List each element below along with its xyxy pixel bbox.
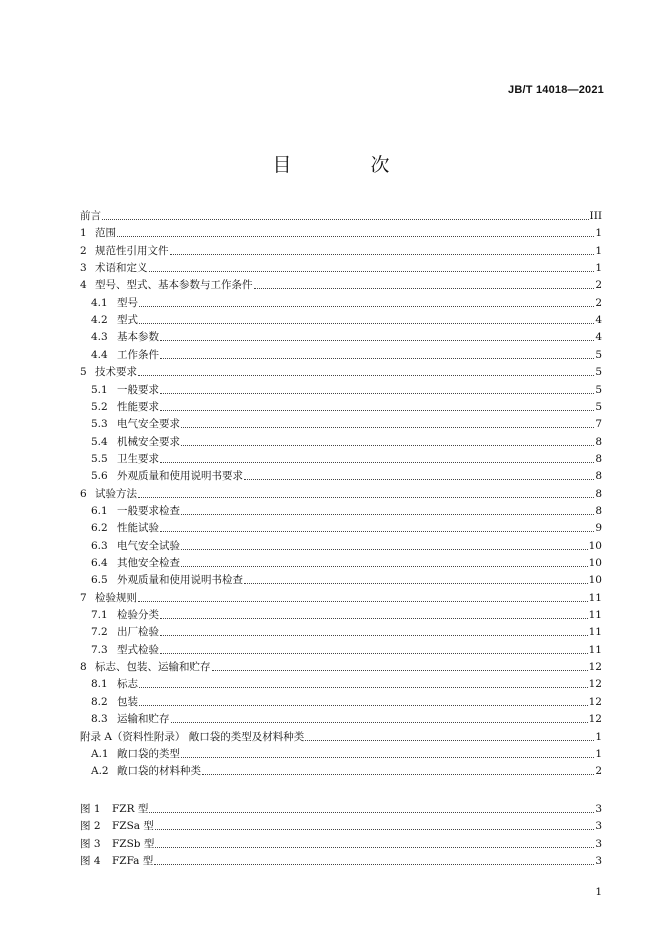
toc-entry[interactable] <box>80 296 602 310</box>
entry-number: 4.1 <box>91 296 108 309</box>
dot-leader <box>244 478 594 480</box>
toc-entry[interactable] <box>80 417 602 431</box>
entry-number: 8.1 <box>91 678 108 691</box>
dot-leader <box>160 409 594 411</box>
toc-entry[interactable] <box>80 573 602 587</box>
toc-entry[interactable] <box>80 556 602 570</box>
entry-page-number: 3 <box>595 820 602 833</box>
entry-title: FZR 型 <box>112 803 149 815</box>
entry-number: 7.2 <box>91 626 108 639</box>
entry-number: 1 <box>80 227 87 240</box>
entry-title: 出厂检验 <box>117 626 159 639</box>
entry-number: 4.2 <box>91 314 108 327</box>
toc-entry[interactable] <box>80 677 602 691</box>
entry-number: 6.1 <box>91 504 108 517</box>
toc-entry[interactable] <box>80 348 602 362</box>
toc-entry[interactable] <box>80 712 602 726</box>
entry-title: 其他安全检查 <box>117 557 180 569</box>
toc-entry[interactable] <box>80 764 602 778</box>
toc-entry[interactable] <box>80 695 602 709</box>
entry-title: 包装 <box>117 695 138 708</box>
entry-number: 5.6 <box>91 470 108 483</box>
toc-entry[interactable] <box>80 452 602 466</box>
entry-title: 型号、型式、基本参数与工作条件 <box>95 279 253 292</box>
dot-leader <box>212 669 588 671</box>
dot-leader <box>171 721 588 723</box>
dot-leader <box>160 634 588 636</box>
entry-number: 7.1 <box>91 609 108 622</box>
toc-entry[interactable] <box>80 521 602 535</box>
entry-number: 图 1 <box>80 803 101 815</box>
entry-title: 附录 A（资料性附录） 敞口袋的类型及材料种类 <box>80 730 305 743</box>
figure-list-item[interactable] <box>80 819 602 833</box>
entry-title: 型式 <box>117 314 138 327</box>
entry-number: 5.3 <box>91 418 108 431</box>
dot-leader <box>170 253 595 255</box>
dot-leader <box>181 426 594 428</box>
entry-title: 术语和定义 <box>95 262 148 275</box>
entry-title: 试验方法 <box>95 487 137 500</box>
toc-entry[interactable] <box>80 487 602 501</box>
toc-entry[interactable] <box>80 660 602 674</box>
entry-number: 6.4 <box>91 557 108 569</box>
entry-page-number: 10 <box>588 557 602 569</box>
dot-leader <box>155 828 594 830</box>
dot-leader <box>181 756 594 758</box>
entry-page-number: 4 <box>595 331 602 344</box>
entry-title: 性能试验 <box>117 522 159 535</box>
dot-leader <box>181 548 588 550</box>
entry-title: 前言 <box>80 210 101 222</box>
entry-number: 图 4 <box>80 855 101 868</box>
entry-page-number: 5 <box>595 400 602 413</box>
entry-page-number: 1 <box>595 244 602 257</box>
dot-leader <box>149 811 594 813</box>
dot-leader <box>160 392 594 394</box>
entry-page-number: 8 <box>595 452 602 465</box>
entry-title: 工作条件 <box>117 348 159 361</box>
entry-number: 8.2 <box>91 695 108 708</box>
toc-entry[interactable] <box>80 365 602 379</box>
toc-entry[interactable] <box>80 244 602 258</box>
entry-number: 4 <box>80 279 87 292</box>
entry-page-number: 8 <box>595 470 602 483</box>
entry-title: 技术要求 <box>95 366 137 379</box>
entry-number: A.2 <box>91 765 109 778</box>
entry-page-number: 2 <box>595 296 602 309</box>
entry-number: 图 3 <box>80 837 101 850</box>
entry-page-number: 1 <box>595 227 602 240</box>
toc-entry[interactable] <box>80 747 602 761</box>
entry-title: 一般要求 <box>117 383 159 396</box>
entry-number: 2 <box>80 244 87 257</box>
figure-list-item[interactable] <box>80 854 602 868</box>
entry-page-number: 9 <box>595 522 602 535</box>
entry-page-number: 1 <box>595 262 602 275</box>
entry-number: 5.1 <box>91 383 108 396</box>
document-code: JB/T 14018—2021 <box>508 84 604 96</box>
entry-title: 卫生要求 <box>117 452 159 465</box>
page-number: 1 <box>595 886 602 898</box>
entry-title: 电气安全要求 <box>117 418 180 431</box>
entry-number: A.1 <box>91 747 109 760</box>
page-title: 目 次 <box>272 154 420 176</box>
toc-entry[interactable] <box>80 504 602 518</box>
dot-leader <box>117 235 594 237</box>
entry-title: FZSb 型 <box>112 837 155 850</box>
entry-page-number: 2 <box>595 279 602 292</box>
dot-leader <box>139 704 588 706</box>
entry-page-number: 5 <box>595 383 602 396</box>
toc-entry[interactable] <box>80 608 602 622</box>
toc-entry[interactable] <box>80 591 602 605</box>
entry-title: 标志 <box>117 678 138 691</box>
entry-number: 5 <box>80 366 87 379</box>
entry-page-number: 5 <box>595 348 602 361</box>
entry-page-number: 3 <box>595 855 602 868</box>
entry-number: 8 <box>80 661 87 674</box>
entry-number: 7.3 <box>91 643 108 656</box>
dot-leader <box>181 513 594 515</box>
entry-page-number: 12 <box>588 713 602 726</box>
entry-number: 3 <box>80 262 87 275</box>
entry-number: 5.5 <box>91 452 108 465</box>
entry-number: 7 <box>80 591 87 604</box>
entry-page-number: 12 <box>588 678 602 691</box>
entry-title: FZFa 型 <box>112 855 154 868</box>
toc-entry[interactable] <box>80 330 602 344</box>
entry-title: 范围 <box>95 227 116 240</box>
entry-page-number: 1 <box>595 747 602 760</box>
entry-page-number: 12 <box>588 661 602 674</box>
dot-leader <box>139 686 588 688</box>
entry-number: 6.3 <box>91 539 108 552</box>
entry-page-number: 8 <box>595 435 602 448</box>
entry-title: 敞口袋的类型 <box>117 747 180 760</box>
dot-leader <box>254 287 595 289</box>
dot-leader <box>138 374 594 376</box>
entry-number: 4.3 <box>91 331 108 344</box>
entry-title: 敞口袋的材料种类 <box>117 765 201 778</box>
toc-entry[interactable] <box>80 469 602 483</box>
toc-entry[interactable] <box>80 400 602 414</box>
entry-page-number: 5 <box>595 366 602 379</box>
dot-leader <box>138 496 594 498</box>
toc-entry[interactable] <box>80 435 602 449</box>
entry-page-number: 8 <box>595 487 602 500</box>
dot-leader <box>160 652 588 654</box>
dot-leader <box>160 530 594 532</box>
entry-page-number: III <box>589 210 602 222</box>
entry-title: 运输和贮存 <box>117 713 170 726</box>
entry-page-number: 11 <box>588 643 602 656</box>
dot-leader <box>202 773 594 775</box>
entry-page-number: 11 <box>588 609 602 622</box>
entry-page-number: 1 <box>595 730 602 743</box>
entry-page-number: 7 <box>595 418 602 431</box>
dot-leader <box>149 270 595 272</box>
entry-page-number: 11 <box>588 591 602 604</box>
entry-number: 6.5 <box>91 574 108 587</box>
entry-page-number: 10 <box>588 574 602 587</box>
dot-leader <box>160 617 588 619</box>
dot-leader <box>138 600 588 602</box>
entry-title: 型号 <box>117 296 138 309</box>
entry-page-number: 10 <box>588 539 602 552</box>
entry-title: 基本参数 <box>117 331 159 344</box>
entry-title: FZSa 型 <box>112 820 154 833</box>
entry-title: 检验分类 <box>117 609 159 622</box>
toc-entry[interactable] <box>80 643 602 657</box>
dot-leader <box>244 582 588 584</box>
toc-entry[interactable] <box>80 539 602 553</box>
entry-title: 性能要求 <box>117 400 159 413</box>
entry-title: 一般要求检查 <box>117 504 180 517</box>
entry-number: 6.2 <box>91 522 108 535</box>
entry-title: 检验规则 <box>95 591 137 604</box>
entry-title: 外观质量和使用说明书检查 <box>117 574 243 587</box>
entry-number: 6 <box>80 487 87 500</box>
dot-leader <box>181 444 594 446</box>
figure-list-item[interactable] <box>80 802 602 816</box>
dot-leader <box>139 322 594 324</box>
entry-title: 标志、包装、运输和贮存 <box>95 661 211 674</box>
entry-number: 5.4 <box>91 435 108 448</box>
dot-leader <box>160 461 594 463</box>
toc-entry[interactable] <box>80 278 602 292</box>
entry-page-number: 8 <box>595 504 602 517</box>
toc-entry[interactable] <box>80 730 602 744</box>
toc-entry[interactable] <box>80 226 602 240</box>
dot-leader <box>305 739 594 741</box>
entry-title: 外观质量和使用说明书要求 <box>117 470 243 483</box>
dot-leader <box>155 846 594 848</box>
entry-page-number: 3 <box>595 803 602 815</box>
toc-entry[interactable] <box>80 209 602 223</box>
dot-leader <box>139 305 594 307</box>
entry-page-number: 2 <box>595 765 602 778</box>
entry-title: 规范性引用文件 <box>95 244 169 257</box>
toc-entry[interactable] <box>80 625 602 639</box>
entry-title: 电气安全试验 <box>117 539 180 552</box>
entry-number: 8.3 <box>91 713 108 726</box>
entry-page-number: 3 <box>595 837 602 850</box>
entry-page-number: 11 <box>588 626 602 639</box>
entry-number: 图 2 <box>80 820 101 833</box>
entry-page-number: 12 <box>588 695 602 708</box>
entry-page-number: 4 <box>595 314 602 327</box>
entry-number: 4.4 <box>91 348 108 361</box>
dot-leader <box>181 565 588 567</box>
toc-entry[interactable] <box>80 261 602 275</box>
dot-leader <box>160 339 594 341</box>
figure-list-item[interactable] <box>80 837 602 851</box>
entry-title: 型式检验 <box>117 643 159 656</box>
toc-entry[interactable] <box>80 313 602 327</box>
entry-number: 5.2 <box>91 400 108 413</box>
dot-leader <box>160 357 594 359</box>
dot-leader <box>102 218 589 220</box>
entry-title: 机械安全要求 <box>117 435 180 448</box>
dot-leader <box>154 863 594 865</box>
toc-entry[interactable] <box>80 383 602 397</box>
